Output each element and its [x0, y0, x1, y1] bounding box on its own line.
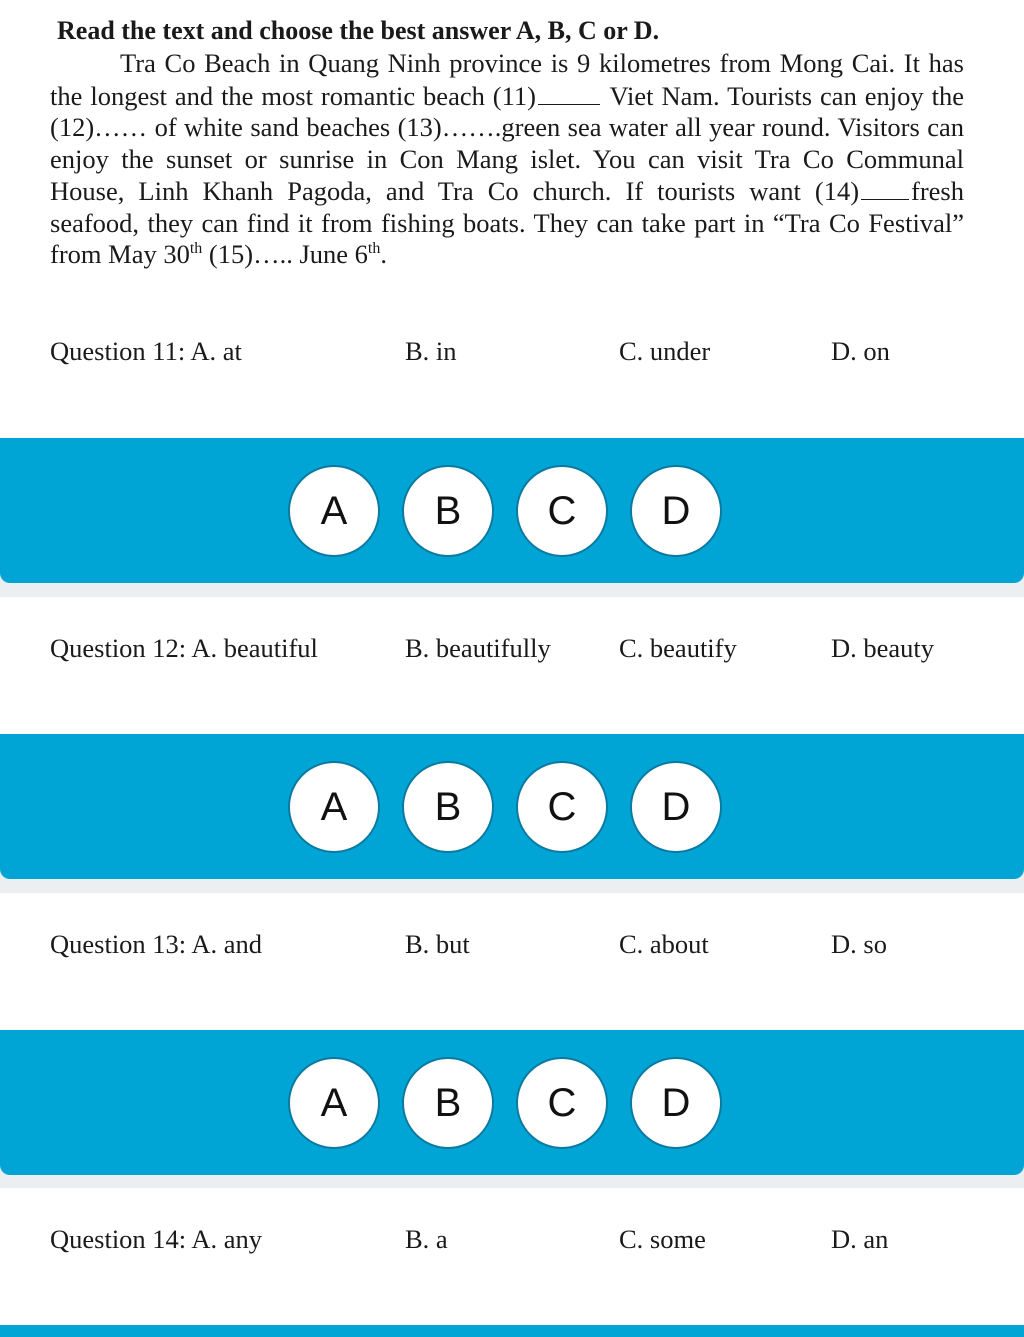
blank-11	[538, 80, 600, 105]
answer-c-button-13[interactable]: C	[516, 1057, 608, 1149]
answer-a-button-12[interactable]: A	[288, 761, 380, 853]
instruction-heading: Read the text and choose the best answer A, B, C or D.	[57, 16, 660, 45]
question-14-row	[0, 1222, 1024, 1256]
question-13-option-d: D. so	[831, 929, 887, 959]
passage-part-2: Viet Nam. Tourists can enjoy the (12)…… of white sand beaches (13)…….green sea water all year round. Visitors can enjoy the sunset or sunrise in Con Mang islet. You can visit Tra Co Communal House, Linh Khanh Pagoda, and Tra Co church. If tourists want (14)	[50, 80, 964, 206]
passage-part-5: .	[380, 239, 387, 269]
passage-part-3: fresh seafood, they can find it from fishing boats. They can take part in “Tra Co Festival” from May 30	[50, 176, 964, 269]
question-13-option-c: C. about	[619, 929, 709, 959]
question-11-option-c: C. under	[619, 336, 711, 366]
question-13-option-b: B. but	[405, 929, 470, 959]
answer-d-button-13[interactable]: D	[630, 1057, 722, 1149]
answer-c-button-11[interactable]: C	[516, 465, 608, 557]
answer-b-button-12[interactable]: B	[402, 761, 494, 853]
question-12-option-b: B. beautifully	[405, 633, 551, 663]
question-13-card	[0, 893, 1024, 1030]
passage-part-4: (15)….. June 6	[202, 239, 368, 269]
question-12-row	[0, 631, 1024, 665]
answer-c-button-12[interactable]: C	[516, 761, 608, 853]
passage-part-1: Tra Co Beach in Quang Ninh province is 9 kilometres from Mong Cai. It has the longest and the most romantic beach (11)	[50, 48, 964, 111]
answer-a-button-11[interactable]: A	[288, 465, 380, 557]
question-12-option-d: D. beauty	[831, 633, 935, 663]
question-12-option-c: C. beautify	[619, 633, 737, 663]
question-14-option-d: D. an	[831, 1224, 889, 1254]
question-14-card	[0, 1188, 1024, 1325]
superscript-th-1: th	[189, 240, 203, 258]
answer-d-button-12[interactable]: D	[630, 761, 722, 853]
question-11-option-d: D. on	[831, 336, 890, 366]
answer-b-button-11[interactable]: B	[402, 465, 494, 557]
question-11-label: Question 11: A. at	[50, 336, 242, 366]
answer-band-13	[0, 1030, 1024, 1175]
question-13-row	[0, 927, 1024, 961]
answer-band-12	[0, 734, 1024, 879]
question-14-option-c: C. some	[619, 1224, 706, 1254]
answer-a-button-13[interactable]: A	[288, 1057, 380, 1149]
answer-band-11	[0, 438, 1024, 583]
passage-card	[0, 0, 1024, 438]
question-12-label: Question 12: A. beautiful	[50, 633, 318, 663]
reading-passage	[50, 48, 964, 271]
blank-14	[861, 175, 909, 200]
question-11-row	[0, 334, 1024, 368]
question-12-card	[0, 597, 1024, 734]
question-13-label: Question 13: A. and	[50, 929, 262, 959]
answer-d-button-11[interactable]: D	[630, 465, 722, 557]
question-14-label: Question 14: A. any	[50, 1224, 262, 1254]
question-14-option-b: B. a	[405, 1224, 448, 1254]
question-11-option-b: B. in	[405, 336, 457, 366]
superscript-th-2: th	[367, 240, 381, 258]
answer-band-14-edge	[0, 1325, 1024, 1337]
answer-b-button-13[interactable]: B	[402, 1057, 494, 1149]
